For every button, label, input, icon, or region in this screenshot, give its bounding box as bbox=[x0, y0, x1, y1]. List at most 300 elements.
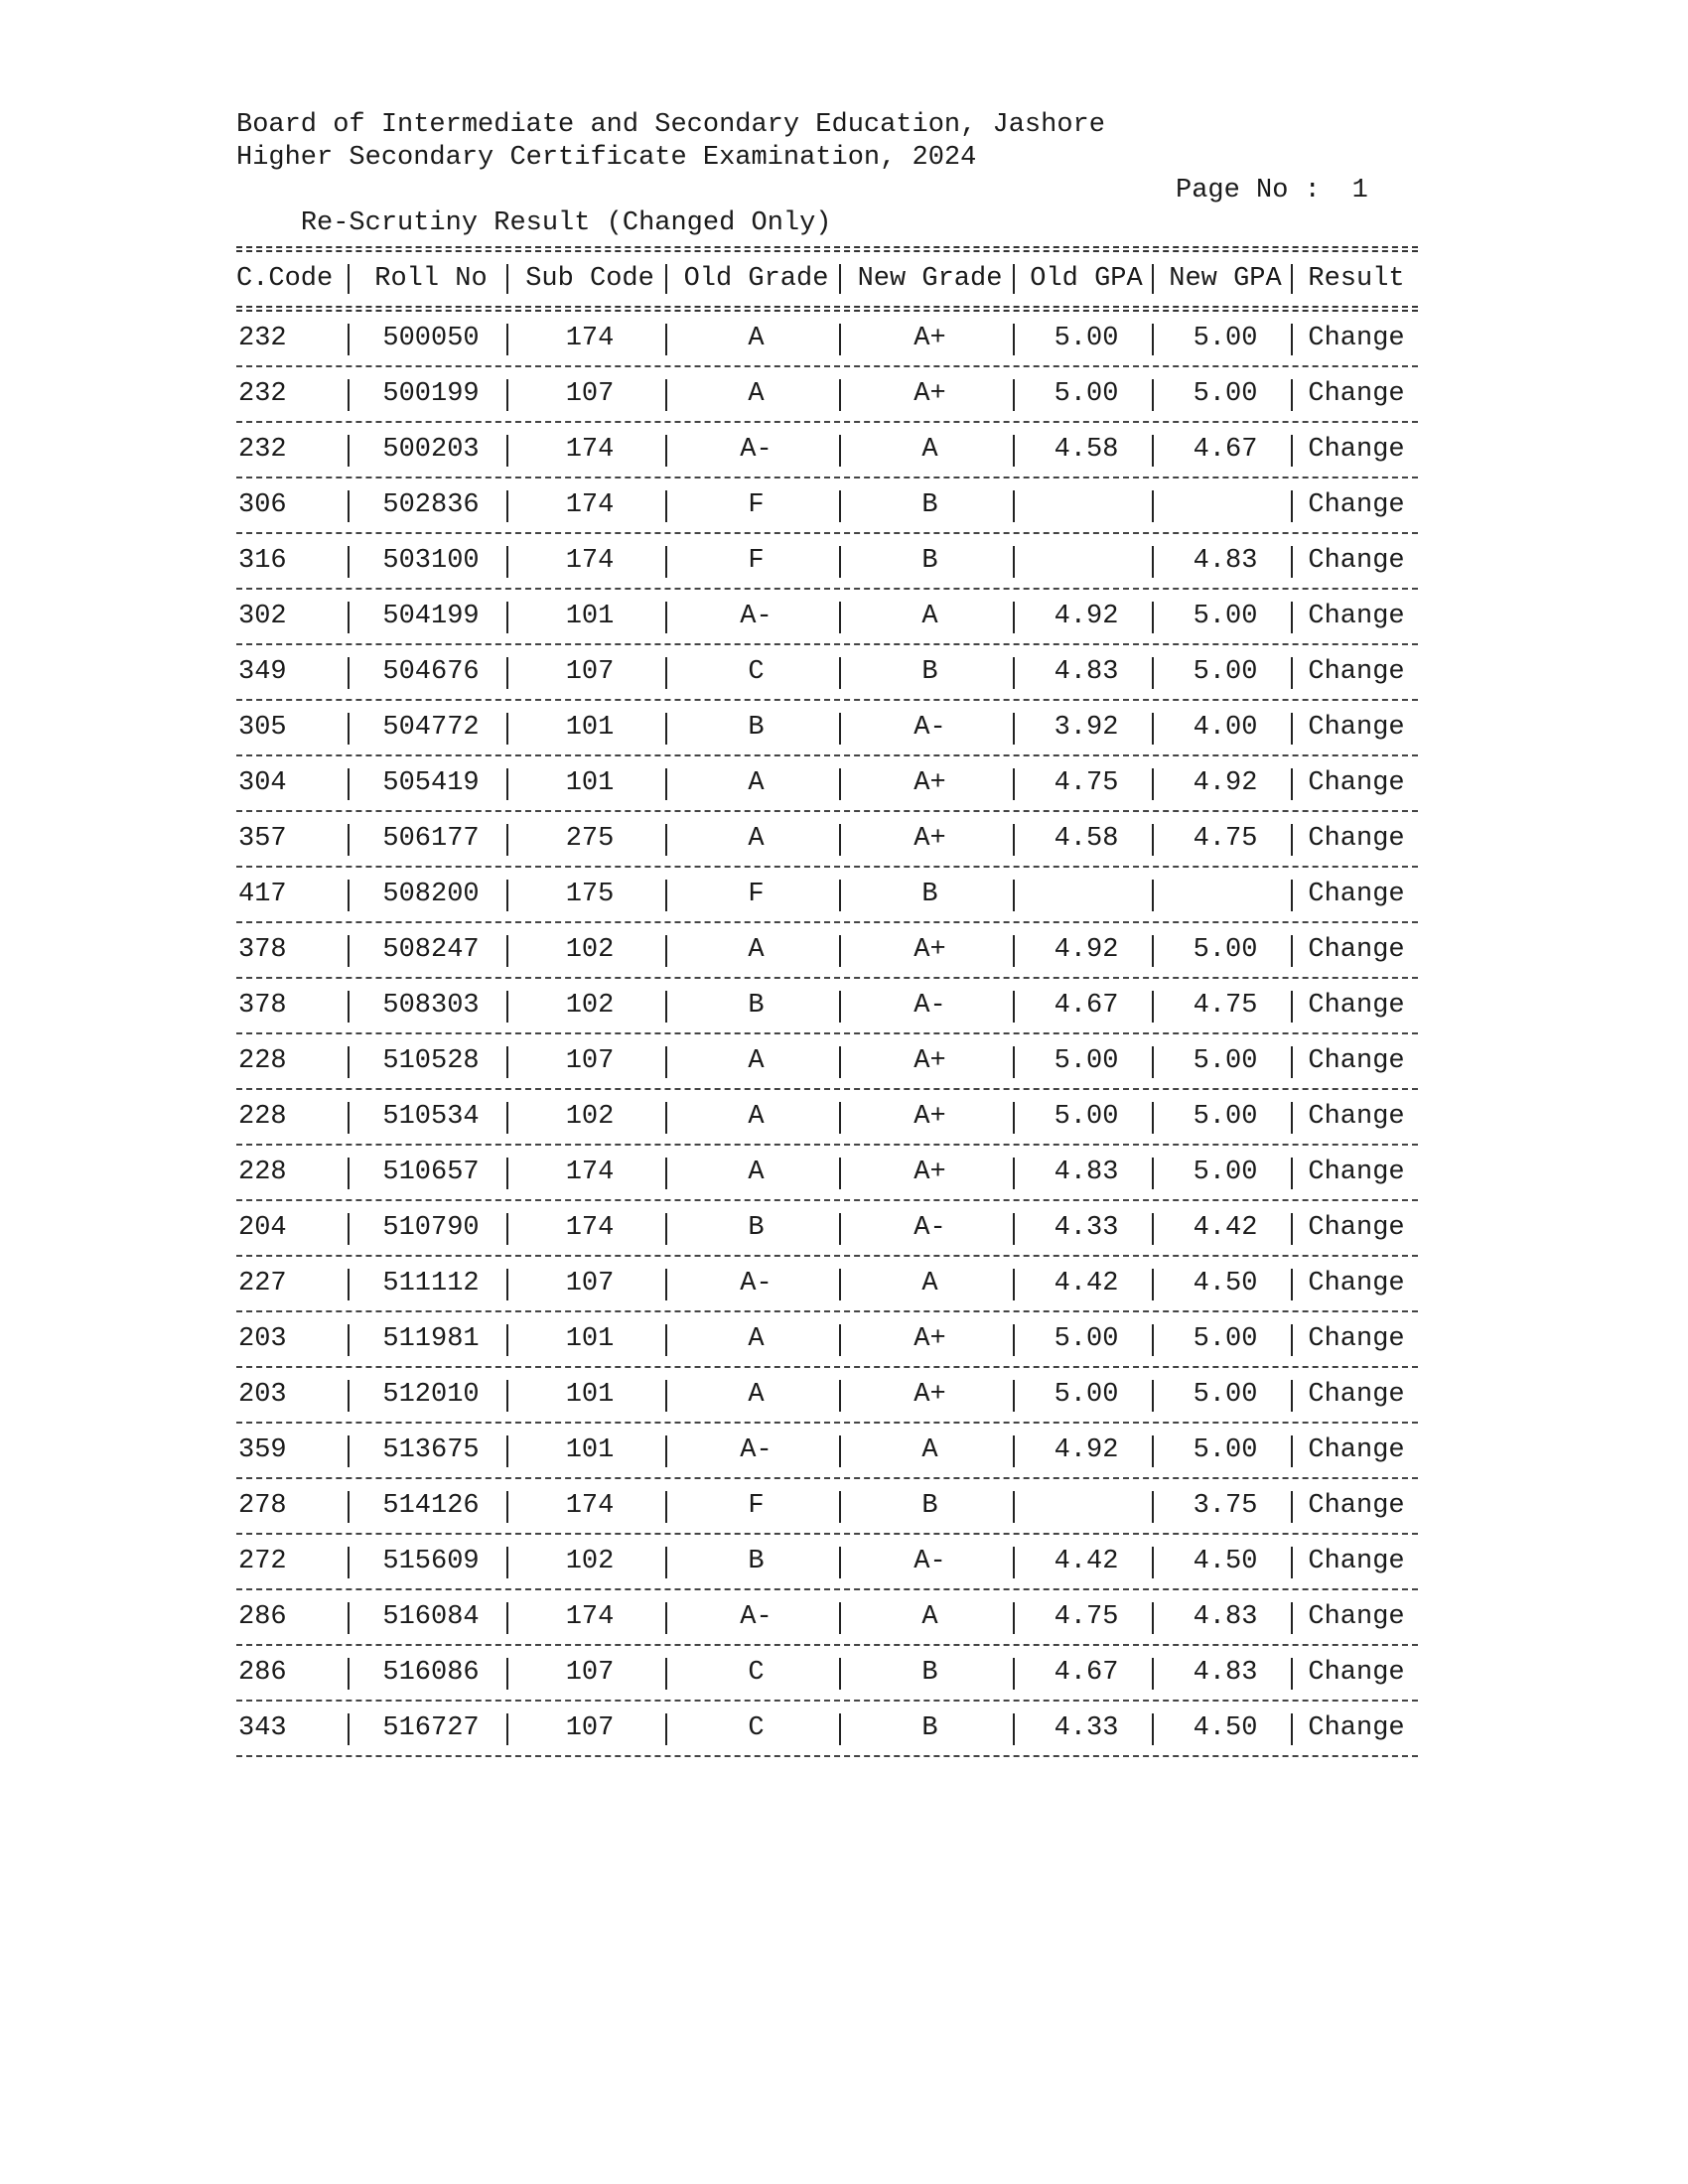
cell-old-grade: C bbox=[748, 657, 765, 687]
column-separator bbox=[348, 1046, 350, 1078]
column-separator bbox=[506, 435, 508, 467]
column-separator bbox=[665, 1435, 667, 1467]
column-separator bbox=[1152, 324, 1154, 355]
column-separator bbox=[1291, 1658, 1293, 1690]
exam-name: Higher Secondary Certificate Examination, 2024 bbox=[236, 143, 977, 173]
column-separator bbox=[839, 490, 841, 522]
column-separator bbox=[839, 1102, 841, 1134]
column-separator bbox=[348, 546, 350, 578]
cell-sub-code: 107 bbox=[565, 1658, 615, 1688]
column-separator bbox=[348, 602, 350, 633]
cell-ccode: 286 bbox=[238, 1658, 287, 1688]
cell-new-grade: A+ bbox=[914, 1046, 946, 1076]
cell-sub-code: 174 bbox=[565, 1213, 615, 1243]
column-separator bbox=[506, 1602, 508, 1634]
column-separator bbox=[1291, 379, 1293, 411]
cell-old-grade: F bbox=[748, 1491, 765, 1521]
cell-ccode: 278 bbox=[238, 1491, 287, 1521]
column-separator bbox=[665, 1713, 667, 1745]
column-separator bbox=[348, 1547, 350, 1578]
cell-roll-no: 511112 bbox=[382, 1269, 480, 1298]
cell-result: Change bbox=[1308, 435, 1405, 465]
column-separator bbox=[348, 1324, 350, 1356]
cell-new-gpa: 3.75 bbox=[1193, 1491, 1258, 1521]
cell-ccode: 203 bbox=[238, 1324, 287, 1354]
cell-sub-code: 101 bbox=[565, 1435, 615, 1465]
cell-result: Change bbox=[1308, 1713, 1405, 1743]
col-header-old-gpa: Old GPA bbox=[1030, 264, 1143, 294]
column-separator bbox=[506, 1713, 508, 1745]
cell-ccode: 417 bbox=[238, 880, 287, 909]
column-separator bbox=[348, 435, 350, 467]
cell-new-grade: B bbox=[921, 1713, 938, 1743]
column-separator bbox=[348, 379, 350, 411]
cell-old-gpa bbox=[1017, 478, 1156, 532]
cell-old-gpa: 4.83 bbox=[1054, 657, 1119, 687]
table-row bbox=[236, 1646, 1418, 1700]
cell-sub-code: 101 bbox=[565, 768, 615, 798]
cell-new-gpa: 4.42 bbox=[1193, 1213, 1258, 1243]
col-header-subcode: Sub Code bbox=[525, 264, 654, 294]
cell-sub-code: 102 bbox=[565, 1547, 615, 1576]
cell-new-grade: A bbox=[921, 602, 938, 631]
cell-sub-code: 101 bbox=[565, 1380, 615, 1410]
cell-old-gpa: 5.00 bbox=[1054, 324, 1119, 353]
column-separator bbox=[1291, 1102, 1293, 1134]
cell-result: Change bbox=[1308, 880, 1405, 909]
column-separator bbox=[839, 1602, 841, 1634]
column-separator bbox=[1013, 546, 1015, 578]
cell-result: Change bbox=[1308, 1380, 1405, 1410]
column-separator bbox=[1152, 490, 1154, 522]
column-separator bbox=[348, 1213, 350, 1245]
cell-ccode: 286 bbox=[238, 1602, 287, 1632]
col-header-ccode: C.Code bbox=[236, 264, 334, 294]
cell-new-gpa: 5.00 bbox=[1193, 1158, 1258, 1187]
cell-old-grade: A bbox=[748, 824, 765, 854]
cell-new-gpa: 4.50 bbox=[1193, 1269, 1258, 1298]
page-number-block bbox=[1176, 175, 1368, 207]
column-separator bbox=[348, 1102, 350, 1134]
column-separator bbox=[839, 1380, 841, 1412]
cell-new-gpa: 5.00 bbox=[1193, 324, 1258, 353]
table-row bbox=[236, 1590, 1418, 1644]
cell-ccode: 304 bbox=[238, 768, 287, 798]
cell-new-grade: A+ bbox=[914, 1158, 946, 1187]
cell-result: Change bbox=[1308, 1602, 1405, 1632]
cell-result: Change bbox=[1308, 991, 1405, 1021]
table-row bbox=[236, 423, 1418, 477]
cell-roll-no: 515609 bbox=[382, 1547, 480, 1576]
column-separator bbox=[348, 824, 350, 856]
cell-roll-no: 512010 bbox=[382, 1380, 480, 1410]
column-separator bbox=[1152, 1324, 1154, 1356]
column-separator bbox=[665, 264, 667, 294]
column-separator bbox=[506, 324, 508, 355]
cell-new-gpa: 5.00 bbox=[1193, 1380, 1258, 1410]
cell-roll-no: 505419 bbox=[382, 768, 480, 798]
board-name: Board of Intermediate and Secondary Education, Jashore bbox=[236, 110, 1105, 140]
table-row bbox=[236, 1368, 1418, 1422]
cell-old-gpa: 4.75 bbox=[1054, 768, 1119, 798]
column-separator bbox=[665, 768, 667, 800]
cell-sub-code: 275 bbox=[565, 824, 615, 854]
cell-sub-code: 102 bbox=[565, 991, 615, 1021]
column-separator bbox=[665, 546, 667, 578]
cell-old-grade: A bbox=[748, 1380, 765, 1410]
cell-ccode: 359 bbox=[238, 1435, 287, 1465]
cell-sub-code: 101 bbox=[565, 602, 615, 631]
column-separator bbox=[1013, 324, 1015, 355]
column-separator bbox=[348, 991, 350, 1023]
cell-old-grade: A bbox=[748, 324, 765, 353]
cell-new-grade: B bbox=[921, 1491, 938, 1521]
table-row bbox=[236, 1034, 1418, 1088]
column-separator bbox=[506, 1658, 508, 1690]
column-separator bbox=[506, 824, 508, 856]
column-separator bbox=[1152, 880, 1154, 911]
column-separator bbox=[839, 379, 841, 411]
column-separator bbox=[1152, 935, 1154, 967]
cell-new-grade: A- bbox=[914, 1547, 946, 1576]
table-row bbox=[236, 312, 1418, 365]
table-row bbox=[236, 1424, 1418, 1477]
column-separator bbox=[665, 1491, 667, 1523]
cell-sub-code: 107 bbox=[565, 379, 615, 409]
cell-result: Change bbox=[1308, 1213, 1405, 1243]
column-separator bbox=[348, 880, 350, 911]
cell-sub-code: 101 bbox=[565, 713, 615, 743]
cell-sub-code: 102 bbox=[565, 1102, 615, 1132]
column-separator bbox=[506, 657, 508, 689]
table-row bbox=[236, 1702, 1418, 1755]
cell-roll-no: 513675 bbox=[382, 1435, 480, 1465]
column-separator bbox=[839, 324, 841, 355]
cell-old-gpa: 4.67 bbox=[1054, 1658, 1119, 1688]
column-separator bbox=[506, 1102, 508, 1134]
cell-new-gpa: 4.92 bbox=[1193, 768, 1258, 798]
cell-new-gpa bbox=[1156, 478, 1295, 532]
cell-result: Change bbox=[1308, 324, 1405, 353]
cell-new-grade: A bbox=[921, 1602, 938, 1632]
cell-old-gpa: 4.42 bbox=[1054, 1547, 1119, 1576]
column-separator bbox=[1013, 435, 1015, 467]
column-separator bbox=[665, 1324, 667, 1356]
column-separator bbox=[1291, 1213, 1293, 1245]
table-row bbox=[236, 701, 1418, 754]
column-separator bbox=[1152, 1269, 1154, 1300]
cell-roll-no: 508200 bbox=[382, 880, 480, 909]
table-row bbox=[236, 478, 1418, 532]
column-separator bbox=[506, 546, 508, 578]
column-separator bbox=[665, 824, 667, 856]
column-separator bbox=[1291, 1046, 1293, 1078]
cell-old-gpa: 4.58 bbox=[1054, 824, 1119, 854]
cell-result: Change bbox=[1308, 935, 1405, 965]
cell-sub-code: 107 bbox=[565, 1269, 615, 1298]
column-separator bbox=[665, 1102, 667, 1134]
column-separator bbox=[1152, 991, 1154, 1023]
column-separator bbox=[1152, 435, 1154, 467]
cell-sub-code: 102 bbox=[565, 935, 615, 965]
column-separator bbox=[1291, 1269, 1293, 1300]
cell-ccode: 227 bbox=[238, 1269, 287, 1298]
column-separator bbox=[1291, 824, 1293, 856]
column-separator bbox=[1291, 1324, 1293, 1356]
cell-old-grade: A- bbox=[740, 1435, 773, 1465]
column-separator bbox=[1013, 1491, 1015, 1523]
cell-new-gpa: 4.83 bbox=[1193, 546, 1258, 576]
column-separator bbox=[348, 1602, 350, 1634]
cell-result: Change bbox=[1308, 602, 1405, 631]
table-row bbox=[236, 756, 1418, 810]
cell-roll-no: 503100 bbox=[382, 546, 480, 576]
cell-old-grade: A bbox=[748, 935, 765, 965]
cell-new-grade: A+ bbox=[914, 379, 946, 409]
column-separator bbox=[506, 1324, 508, 1356]
cell-old-gpa: 4.92 bbox=[1054, 935, 1119, 965]
column-separator bbox=[839, 435, 841, 467]
cell-ccode: 316 bbox=[238, 546, 287, 576]
cell-result: Change bbox=[1308, 713, 1405, 743]
cell-result: Change bbox=[1308, 824, 1405, 854]
cell-old-grade: F bbox=[748, 490, 765, 520]
column-separator bbox=[506, 1213, 508, 1245]
cell-new-grade: A+ bbox=[914, 824, 946, 854]
cell-sub-code: 174 bbox=[565, 490, 615, 520]
column-separator bbox=[1291, 935, 1293, 967]
cell-old-grade: A bbox=[748, 1046, 765, 1076]
col-header-result: Result bbox=[1308, 264, 1405, 294]
cell-new-grade: A- bbox=[914, 1213, 946, 1243]
cell-new-grade: A+ bbox=[914, 324, 946, 353]
column-separator bbox=[1013, 379, 1015, 411]
column-separator bbox=[839, 1713, 841, 1745]
column-separator bbox=[1291, 1380, 1293, 1412]
column-separator bbox=[506, 1269, 508, 1300]
cell-sub-code: 174 bbox=[565, 1602, 615, 1632]
column-separator bbox=[839, 1658, 841, 1690]
cell-old-gpa: 4.83 bbox=[1054, 1158, 1119, 1187]
column-separator bbox=[665, 324, 667, 355]
cell-old-grade: B bbox=[748, 1547, 765, 1576]
column-separator bbox=[1013, 880, 1015, 911]
column-separator bbox=[348, 1158, 350, 1189]
cell-sub-code: 174 bbox=[565, 546, 615, 576]
cell-result: Change bbox=[1308, 1324, 1405, 1354]
cell-result: Change bbox=[1308, 1046, 1405, 1076]
column-separator bbox=[665, 880, 667, 911]
cell-old-gpa: 4.92 bbox=[1054, 602, 1119, 631]
column-separator bbox=[348, 657, 350, 689]
cell-new-grade: B bbox=[921, 546, 938, 576]
table-row bbox=[236, 1535, 1418, 1588]
cell-old-gpa: 4.67 bbox=[1054, 991, 1119, 1021]
cell-ccode: 228 bbox=[238, 1102, 287, 1132]
cell-result: Change bbox=[1308, 1158, 1405, 1187]
column-separator bbox=[1291, 991, 1293, 1023]
column-separator bbox=[1013, 1324, 1015, 1356]
column-separator bbox=[1013, 1713, 1015, 1745]
column-separator bbox=[506, 935, 508, 967]
table-row bbox=[236, 979, 1418, 1032]
cell-result: Change bbox=[1308, 379, 1405, 409]
cell-sub-code: 174 bbox=[565, 324, 615, 353]
column-separator bbox=[1291, 264, 1293, 294]
column-separator bbox=[1152, 264, 1154, 294]
cell-sub-code: 107 bbox=[565, 657, 615, 687]
column-separator bbox=[665, 1213, 667, 1245]
cell-old-grade: A bbox=[748, 768, 765, 798]
cell-roll-no: 516727 bbox=[382, 1713, 480, 1743]
cell-old-gpa: 4.33 bbox=[1054, 1713, 1119, 1743]
cell-old-grade: A- bbox=[740, 435, 773, 465]
column-separator bbox=[1013, 1547, 1015, 1578]
cell-sub-code: 107 bbox=[565, 1046, 615, 1076]
cell-old-gpa: 5.00 bbox=[1054, 1324, 1119, 1354]
cell-ccode: 302 bbox=[238, 602, 287, 631]
cell-result: Change bbox=[1308, 1102, 1405, 1132]
cell-new-gpa: 4.83 bbox=[1193, 1602, 1258, 1632]
column-separator bbox=[506, 1380, 508, 1412]
cell-new-gpa: 4.75 bbox=[1193, 824, 1258, 854]
cell-old-gpa: 4.75 bbox=[1054, 1602, 1119, 1632]
cell-old-gpa bbox=[1017, 1479, 1156, 1533]
column-separator bbox=[506, 1547, 508, 1578]
column-separator bbox=[348, 1491, 350, 1523]
column-separator bbox=[1152, 1380, 1154, 1412]
cell-roll-no: 502836 bbox=[382, 490, 480, 520]
column-separator bbox=[348, 1713, 350, 1745]
cell-sub-code: 107 bbox=[565, 1713, 615, 1743]
table-row bbox=[236, 534, 1418, 588]
column-separator bbox=[1013, 824, 1015, 856]
column-separator bbox=[1013, 264, 1015, 294]
column-separator bbox=[839, 1158, 841, 1189]
cell-new-gpa: 5.00 bbox=[1193, 602, 1258, 631]
column-separator bbox=[839, 602, 841, 633]
column-separator bbox=[839, 935, 841, 967]
column-separator bbox=[665, 435, 667, 467]
cell-old-grade: A bbox=[748, 379, 765, 409]
cell-new-gpa: 5.00 bbox=[1193, 1102, 1258, 1132]
column-separator bbox=[1291, 768, 1293, 800]
column-separator bbox=[1152, 1435, 1154, 1467]
column-separator bbox=[506, 490, 508, 522]
cell-old-grade: B bbox=[748, 1213, 765, 1243]
cell-ccode: 228 bbox=[238, 1158, 287, 1187]
cell-ccode: 378 bbox=[238, 991, 287, 1021]
column-separator bbox=[348, 1435, 350, 1467]
column-separator bbox=[1013, 1158, 1015, 1189]
table-row bbox=[236, 1257, 1418, 1310]
cell-old-gpa: 4.58 bbox=[1054, 435, 1119, 465]
column-separator bbox=[1152, 546, 1154, 578]
column-separator bbox=[1152, 713, 1154, 745]
column-separator bbox=[665, 1380, 667, 1412]
cell-new-gpa: 5.00 bbox=[1193, 1324, 1258, 1354]
column-separator bbox=[665, 1658, 667, 1690]
table-body bbox=[236, 312, 1418, 1757]
document-page bbox=[236, 109, 1418, 1743]
column-separator bbox=[839, 264, 841, 294]
cell-new-grade: A+ bbox=[914, 1102, 946, 1132]
column-separator bbox=[839, 824, 841, 856]
column-separator bbox=[348, 324, 350, 355]
cell-old-grade: F bbox=[748, 880, 765, 909]
column-separator bbox=[506, 991, 508, 1023]
column-separator bbox=[1291, 1158, 1293, 1189]
cell-roll-no: 510790 bbox=[382, 1213, 480, 1243]
cell-old-grade: A- bbox=[740, 1269, 773, 1298]
cell-new-grade: A bbox=[921, 435, 938, 465]
page-label: Page No : bbox=[1176, 176, 1321, 205]
table-row bbox=[236, 367, 1418, 421]
column-separator bbox=[506, 602, 508, 633]
cell-new-grade: A+ bbox=[914, 768, 946, 798]
column-separator bbox=[665, 1602, 667, 1634]
cell-new-grade: B bbox=[921, 880, 938, 909]
column-separator bbox=[665, 379, 667, 411]
cell-old-grade: F bbox=[748, 546, 765, 576]
cell-new-gpa: 4.00 bbox=[1193, 713, 1258, 743]
column-separator bbox=[1152, 1658, 1154, 1690]
column-separator bbox=[1291, 602, 1293, 633]
cell-roll-no: 504772 bbox=[382, 713, 480, 743]
cell-ccode: 349 bbox=[238, 657, 287, 687]
cell-new-gpa: 4.50 bbox=[1193, 1547, 1258, 1576]
column-separator bbox=[839, 991, 841, 1023]
cell-new-grade: A+ bbox=[914, 1324, 946, 1354]
column-separator bbox=[665, 657, 667, 689]
cell-result: Change bbox=[1308, 1491, 1405, 1521]
col-header-old-grade: Old Grade bbox=[683, 264, 829, 294]
cell-roll-no: 508247 bbox=[382, 935, 480, 965]
column-separator bbox=[1291, 1435, 1293, 1467]
column-separator bbox=[839, 546, 841, 578]
cell-new-grade: B bbox=[921, 1658, 938, 1688]
col-header-new-gpa: New GPA bbox=[1169, 264, 1282, 294]
cell-old-gpa: 5.00 bbox=[1054, 1380, 1119, 1410]
column-separator bbox=[665, 1547, 667, 1578]
column-separator bbox=[348, 935, 350, 967]
column-separator bbox=[506, 264, 508, 294]
column-separator bbox=[839, 1491, 841, 1523]
column-separator bbox=[1013, 1213, 1015, 1245]
column-separator bbox=[506, 713, 508, 745]
cell-roll-no: 508303 bbox=[382, 991, 480, 1021]
cell-ccode: 305 bbox=[238, 713, 287, 743]
column-separator bbox=[1291, 1547, 1293, 1578]
cell-roll-no: 510657 bbox=[382, 1158, 480, 1187]
column-separator bbox=[348, 768, 350, 800]
table-row bbox=[236, 590, 1418, 643]
column-separator bbox=[665, 490, 667, 522]
column-separator bbox=[1013, 490, 1015, 522]
cell-roll-no: 506177 bbox=[382, 824, 480, 854]
cell-result: Change bbox=[1308, 546, 1405, 576]
column-separator bbox=[1152, 1602, 1154, 1634]
cell-old-gpa: 5.00 bbox=[1054, 1046, 1119, 1076]
column-separator bbox=[1013, 602, 1015, 633]
column-separator bbox=[348, 713, 350, 745]
table-row bbox=[236, 645, 1418, 699]
column-separator bbox=[1152, 379, 1154, 411]
cell-new-gpa: 5.00 bbox=[1193, 1435, 1258, 1465]
cell-roll-no: 504199 bbox=[382, 602, 480, 631]
cell-ccode: 203 bbox=[238, 1380, 287, 1410]
cell-old-gpa: 5.00 bbox=[1054, 1102, 1119, 1132]
